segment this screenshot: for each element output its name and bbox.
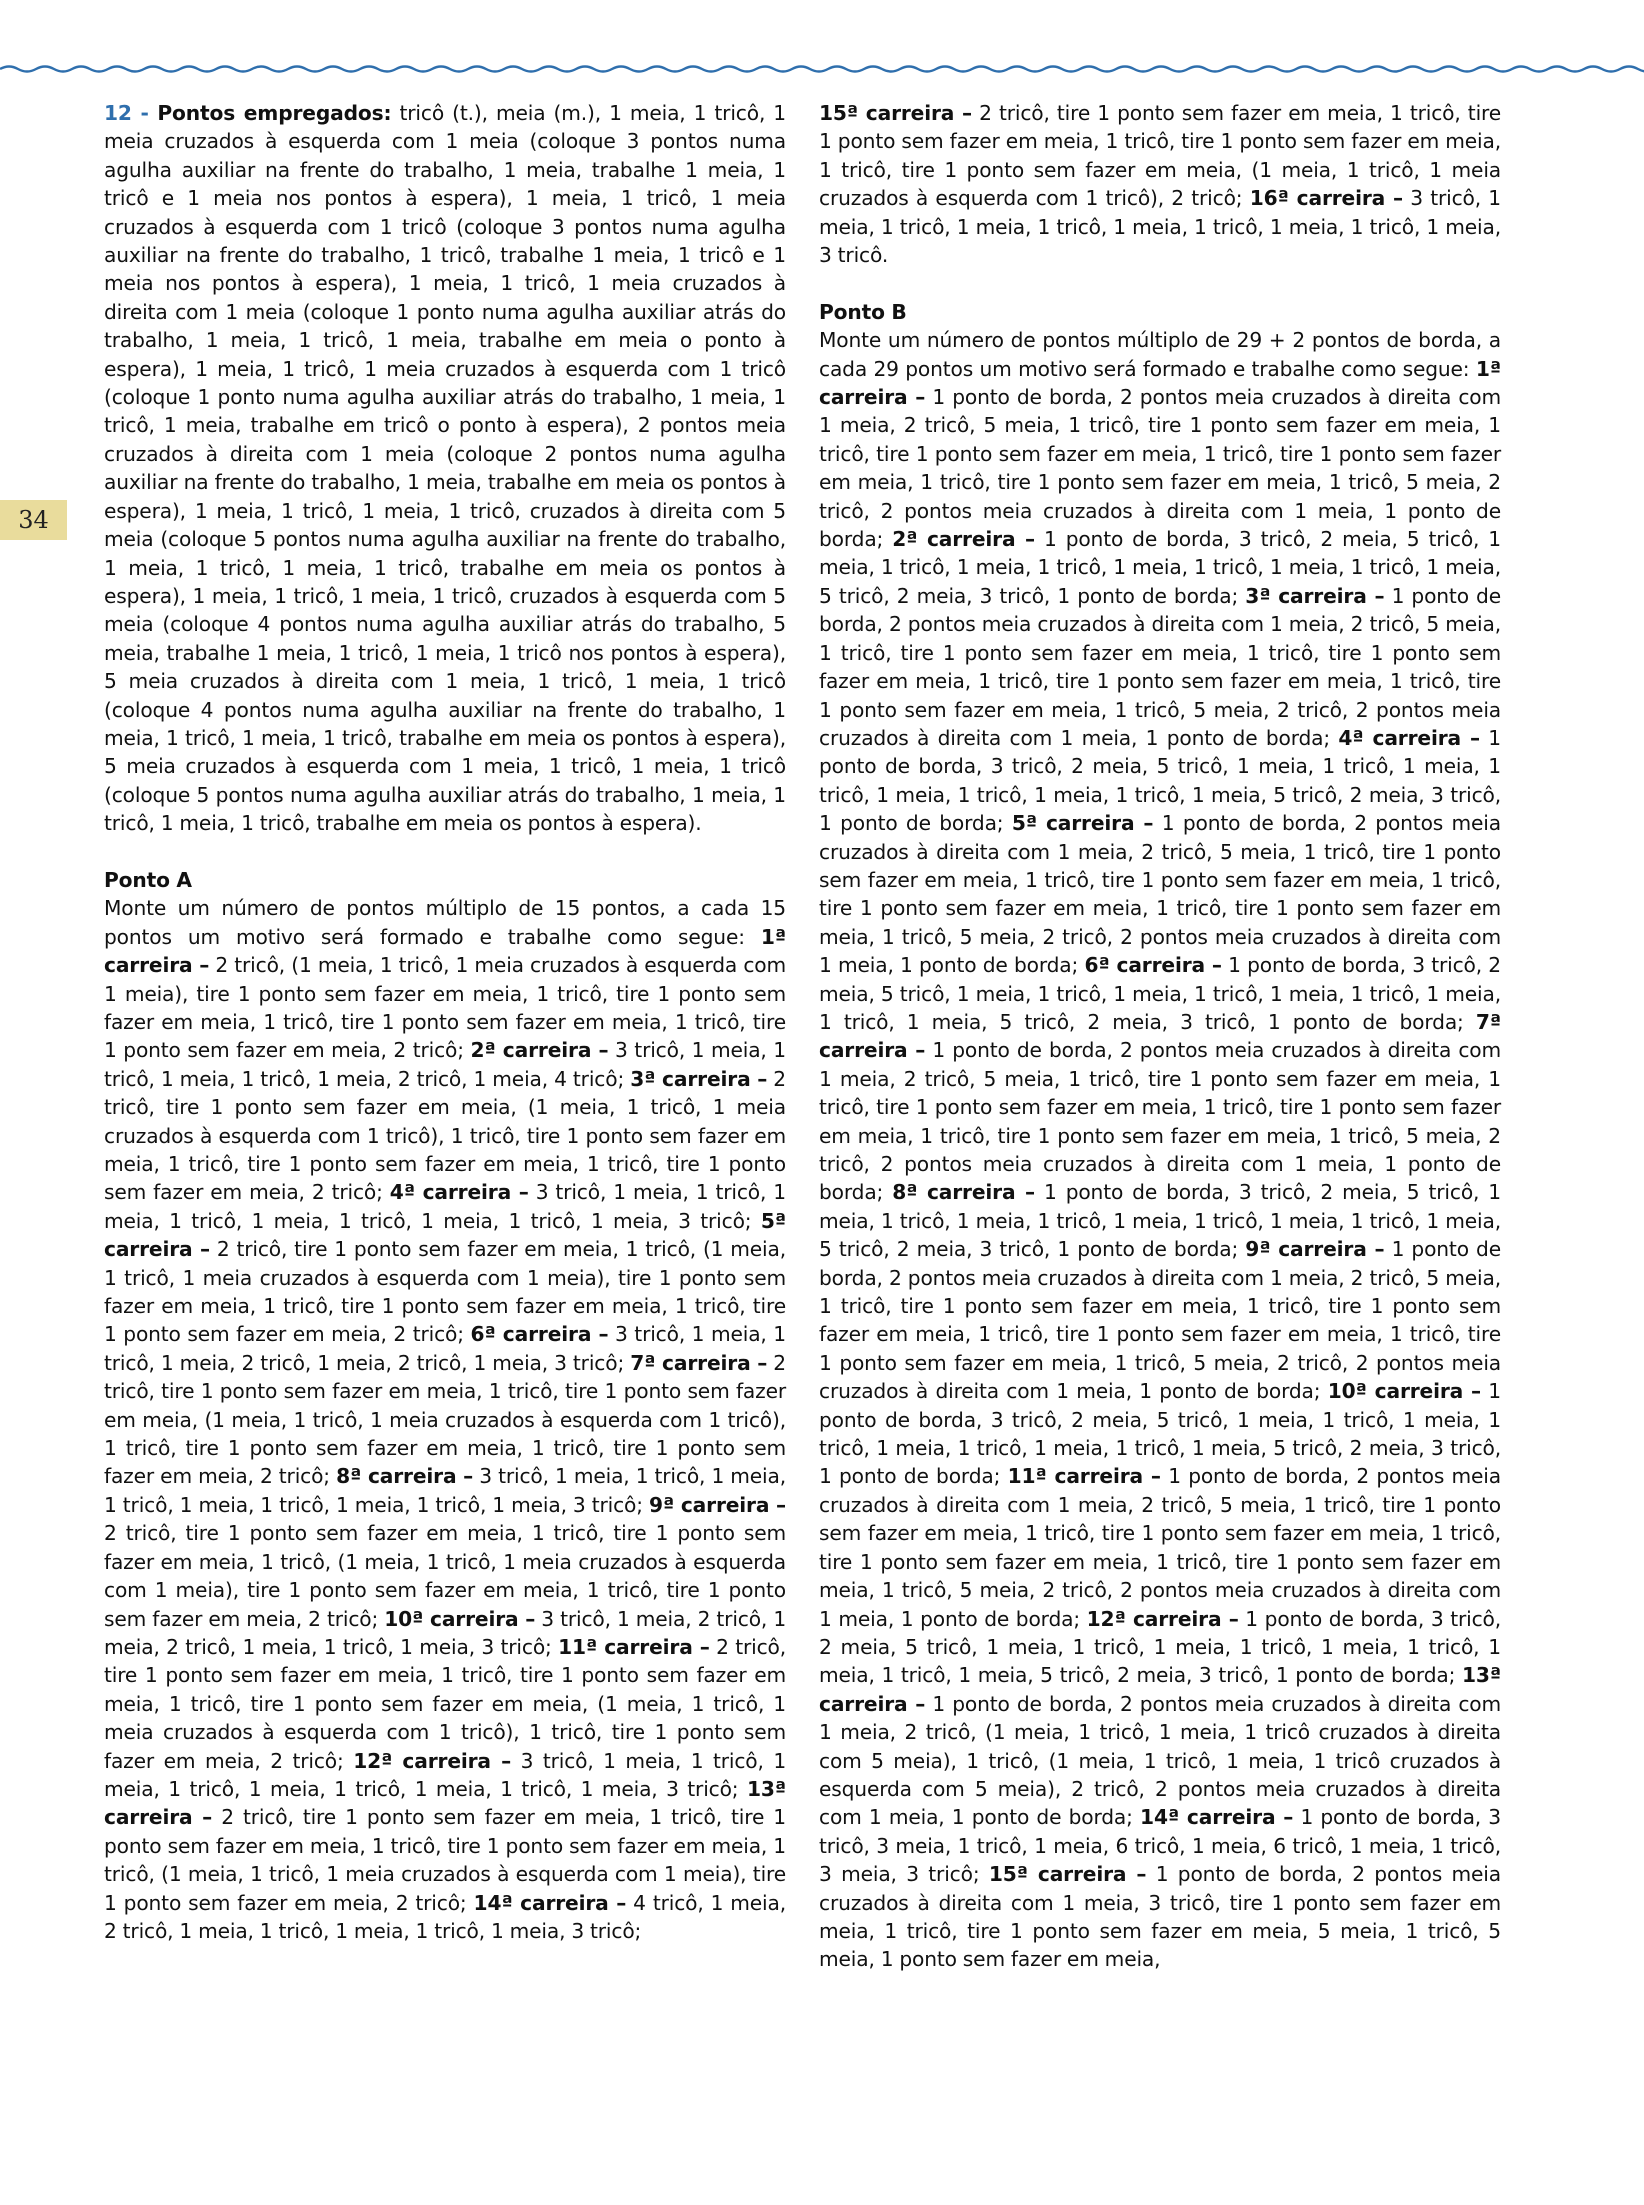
row-text: 1 ponto de borda, 3 tricô, 3 meia, 1 tricô, 1 meia, 6 tricô, 1 meia, 6 tricô, 1 meia, 1 tricô, 3 meia, 3 tricô; [819,1805,1501,1887]
row-label: 1ª carreira – [104,924,786,978]
row-label: 8ª carreira – [892,1180,1035,1205]
row-text: 2 tricô, tire 1 ponto sem fazer em meia, (1 meia, 1 tricô, 1 meia cruzados à esquerda com 1 tricô), 1 tricô, tire 1 ponto sem fazer em meia, 1 tricô, tire 1 ponto sem fazer em meia, 1 tricô, tire 1 ponto sem fazer em meia, 2 tricô; [104,1066,786,1205]
row-label: 13ª carreira – [104,1776,786,1830]
row-text: 1 ponto de borda, 3 tricô, 2 meia, 5 tricô, 1 meia, 1 tricô, 1 meia, 1 tricô, 1 meia, 1 tricô, 1 meia, 1 tricô, 1 meia, 5 tricô, 2 meia, 3 tricô, 1 ponto de borda; [819,1606,1501,1688]
row-label: 13ª carreira – [819,1663,1501,1716]
ponto-b-row-1 [819,357,1501,551]
row-label: 5ª carreira – [104,1208,786,1262]
row-label: 4ª carreira – [389,1180,529,1205]
row-text: 1 ponto de borda, 3 tricô, 2 meia, 5 tricô, 1 meia, 1 tricô, 1 meia, 1 tricô, 1 meia, 1 tricô, 1 meia, 1 tricô, 1 meia, 5 tricô, 2 meia, 3 tricô, 1 ponto de borda; [819,1180,1501,1262]
row-text: 3 tricô, 1 meia, 1 tricô, 1 meia, 1 tricô, 1 meia, 2 tricô, 1 meia, 4 tricô; [104,1038,786,1091]
row-text: 2 tricô, tire 1 ponto sem fazer em meia, 1 tricô, tire 1 ponto sem fazer em meia, 1 tricô, (1 meia, 1 tricô, 1 meia cruzados à esquerda com 1 meia), tire 1 ponto sem fazer em meia, 1 tricô, tire 1 ponto sem fazer em meia, 2 tricô; [104,1521,786,1631]
row-text: 1 ponto de borda, 2 pontos meia cruzados à direita com 1 meia, 2 tricô, (1 meia, 1 tricô, 1 meia, 1 tricô cruzados à direita com 5 meia), 1 tricô, (1 meia, 1 tricô, 1 meia, 1 tricô cruzados à esquerda com 5 meia), 2 tricô, 2 pontos meia cruzados à direita com 1 meia, 1 ponto de borda; [819,1691,1501,1830]
row-text: 3 tricô, 1 meia, 1 tricô, 1 meia, 2 tricô, 1 meia, 2 tricô, 1 meia, 3 tricô; [104,1322,786,1375]
wave-border [0,58,1644,80]
left-column [104,99,786,1974]
row-text: 1 ponto de borda, 2 pontos meia cruzados à direita com 1 meia, 2 tricô, 5 meia, 1 tricô, tire 1 ponto sem fazer em meia, 1 tricô, tire 1 ponto sem fazer em meia, 1 tricô, tire 1 ponto sem fazer em meia, 1 tricô, tire 1 ponto sem fazer em meia, 1 tricô, 5 meia, 2 tricô, 2 pontos meia cruzados à direita com 1 meia, 1 ponto de borda; [819,1237,1501,1404]
row-label: 9ª carreira – [1245,1237,1385,1262]
row-label: 4ª carreira – [1338,725,1480,750]
row-label: 6ª carreira – [470,1322,609,1347]
row-text: 1 ponto de borda, 2 pontos meia cruzados à direita com 1 meia, 2 tricô, 5 meia, 1 tricô, tire 1 ponto sem fazer em meia, 1 tricô, tire 1 ponto sem fazer em meia, 1 tricô, tire 1 ponto sem fazer em meia, 1 tricô, tire 1 ponto sem fazer em meia, 1 tricô, 5 meia, 2 tricô, 2 pontos meia cruzados à direita com 1 meia, 1 ponto de borda; [819,583,1501,750]
row-text: 3 tricô, 1 meia, 2 tricô, 1 meia, 2 tricô, 1 meia, 1 tricô, 1 meia, 3 tricô; [104,1606,787,1659]
row-label: 15ª carreira – [988,1862,1147,1887]
row-text: 1 ponto de borda, 2 pontos meia cruzados à direita com 1 meia, 3 tricô, tire 1 ponto sem fazer em meia, 1 tricô, tire 1 ponto sem fazer em meia, 5 meia, 1 tricô, 5 meia, 1 ponto sem fazer em meia, [819,1862,1501,1972]
page-number-tab [0,500,67,540]
ponto-b-rows [819,357,1501,1972]
row-label: 11ª carreira – [1007,1464,1161,1489]
ponto-a-continued-paragraph [819,99,1501,269]
row-text: 3 tricô, 1 meia, 1 tricô, 1 meia, 1 tricô, 1 meia, 1 tricô, 1 meia, 1 tricô, 1 meia, 3 tricô; [104,1180,786,1233]
ponto-b-row-7 [819,1010,1501,1204]
row-text: 2 tricô, tire 1 ponto sem fazer em meia, 1 tricô, tire 1 ponto sem fazer em meia, (1 meia, 1 tricô, 1 meia cruzados à esquerda com 1 tricô), 1 tricô, tire 1 ponto sem fazer em meia, 1 tricô, tire 1 ponto sem fazer em meia, 2 tricô; [104,1350,786,1489]
row-label: 5ª carreira – [1011,811,1154,836]
row-label: 12ª carreira – [353,1748,512,1773]
row-text: 2 tricô, tire 1 ponto sem fazer em meia, 1 tricô, tire 1 ponto sem fazer em meia, 1 tricô, tire 1 ponto sem fazer em meia, (1 meia, 1 tricô, 1 meia cruzados à esquerda com 1 tricô), 1 tricô, tire 1 ponto sem fazer em meia, 2 tricô; [104,1634,787,1773]
row-label: 7ª carreira – [819,1009,1501,1063]
row-label: 14ª carreira – [473,1890,627,1915]
ponto-b-intro: Monte um número de pontos múltiplo de 29 + 2 pontos de borda, a cada 29 pontos um motivo será formado e trabalhe como segue: [819,328,1501,381]
ponto-a-paragraph [104,894,786,1945]
row-label: 3ª carreira – [630,1066,768,1091]
ponto-b-paragraph [819,326,1501,1974]
row-label: 16ª carreira – [1249,186,1403,211]
row-label: 15ª carreira – [819,101,972,125]
row-text: 2 tricô, (1 meia, 1 tricô, 1 meia cruzados à esquerda com 1 meia), tire 1 ponto sem fazer em meia, 1 tricô, tire 1 ponto sem fazer em meia, 1 tricô, tire 1 ponto sem fazer em meia, 1 tricô, tire 1 ponto sem fazer em meia, 2 tricô; [104,953,786,1063]
row-label: 6ª carreira – [1084,953,1222,978]
row-text: 1 ponto de borda, 3 tricô, 2 meia, 5 tricô, 1 meia, 1 tricô, 1 meia, 1 tricô, 1 meia, 1 tricô, 1 meia, 1 tricô, 1 meia, 5 tricô, 2 meia, 3 tricô, 1 ponto de borda; [819,527,1501,608]
pontos-empregados-label: Pontos empregados: [157,101,392,125]
row-label: 2ª carreira – [892,527,1035,552]
row-text: 3 tricô, 1 meia, 1 tricô, 1 meia, 1 tricô, 1 meia, 1 tricô, 1 meia, 1 tricô, 1 meia, 3 tricô; [104,1464,786,1517]
ponto-a-intro: Monte um número de pontos múltiplo de 15 pontos, a cada 15 pontos um motivo será formado e trabalhe como segue: [104,896,786,949]
row-text: 1 ponto de borda, 2 pontos meia cruzados à direita com 1 meia, 2 tricô, 5 meia, 1 tricô, tire 1 ponto sem fazer em meia, 1 tricô, tire 1 ponto sem fazer em meia, 1 tricô, tire 1 ponto sem fazer em meia, 1 tricô, tire 1 ponto sem fazer em meia, 1 tricô, 5 meia, 2 tricô, 2 pontos meia cruzados à direita com 1 meia, 1 ponto de borda; [819,1464,1501,1631]
section-number: 12 - [104,101,158,125]
row-label: 9ª carreira – [649,1492,786,1517]
row-label: 2ª carreira – [470,1038,609,1063]
ponto-a-rows [104,925,786,1943]
row-text: 1 ponto de borda, 2 pontos meia cruzados à direita com 1 meia, 2 tricô, 5 meia, 1 tricô, tire 1 ponto sem fazer em meia, 1 tricô, tire 1 ponto sem fazer em meia, 1 tricô, tire 1 ponto sem fazer em meia, 1 tricô, tire 1 ponto sem fazer em meia, 1 tricô, 5 meia, 2 tricô, 2 pontos meia cruzados à direita com 1 meia, 1 ponto de borda; [819,1038,1501,1205]
row-text: 2 tricô, tire 1 ponto sem fazer em meia, 1 tricô, (1 meia, 1 tricô, 1 meia cruzados à esquerda com 1 meia), tire 1 ponto sem fazer em meia, 1 tricô, tire 1 ponto sem fazer em meia, 1 tricô, tire 1 ponto sem fazer em meia, 2 tricô; [104,1237,787,1347]
row-text: 1 ponto de borda, 2 pontos meia cruzados à direita com 1 meia, 2 tricô, 5 meia, 1 tricô, tire 1 ponto sem fazer em meia, 1 tricô, tire 1 ponto sem fazer em meia, 1 tricô, tire 1 ponto sem fazer em meia, 1 tricô, tire 1 ponto sem fazer em meia, 1 tricô, 5 meia, 2 tricô, 2 pontos meia cruzados à direita com 1 meia, 1 ponto de borda; [819,385,1501,552]
pontos-empregados-text: tricô (t.), meia (m.), 1 meia, 1 tricô, 1 meia cruzados à esquerda com 1 meia (coloque 3 pontos numa agulha auxiliar na frente do trabalho, 1 meia, trabalhe 1 meia, 1 tricô e 1 meia nos pontos à espera), 1 meia, 1 tricô, 1 meia cruzados à esquerda com 1 tricô (coloque 3 pontos numa agulha auxiliar na frente do trabalho, 1 tricô, trabalhe 1 meia, 1 tricô e 1 meia nos pontos à espera), 1 meia, 1 tricô, 1 meia cruzados à direita com 1 meia (coloque 1 ponto numa agulha auxiliar atrás do trabalho, 1 meia, 1 tricô, 1 meia, trabalhe em meia o ponto à espera), 1 meia, 1 tricô, 1 meia cruzados à esquerda com 1 tricô (coloque 1 ponto numa agulha auxiliar atrás do trabalho, 1 meia, 1 tricô, 1 meia, trabalhe em tricô o ponto à espera), 2 pontos meia cruzados à direita com 1 meia (coloque 2 pontos numa agulha auxiliar na frente do trabalho, 1 meia, trabalhe em meia os pontos à espera), 1 meia, 1 tricô, 1 meia, 1 tricô, cruzados à direita com 5 meia (coloque 5 pontos numa agulha auxiliar na frente do trabalho, 1 meia, 1 tricô, 1 meia, 1 tricô, trabalhe em meia os pontos à espera), 1 meia, 1 tricô, 1 meia, 1 tricô, cruzados à esquerda com 5 meia (coloque 4 pontos numa agulha auxiliar atrás do trabalho, 5 meia, trabalhe 1 meia, 1 tricô, 1 meia, 1 tricô nos pontos à espera), 5 meia cruzados à direita com 1 meia, 1 tricô, 1 meia, 1 tricô (coloque 4 pontos numa agulha auxiliar na frente do trabalho, 1 meia, 1 tricô, 1 meia, 1 tricô, trabalhe em meia os pontos à espera), 5 meia cruzados à esquerda com 1 meia, 1 tricô, 1 meia, 1 tricô (coloque 5 pontos numa agulha auxiliar atrás do trabalho, 1 meia, 1 tricô, 1 meia, 1 tricô, trabalhe em meia os pontos à espera). [104,101,786,836]
row-text: 1 ponto de borda, 3 tricô, 2 meia, 5 tricô, 1 meia, 1 tricô, 1 meia, 1 tricô, 1 meia, 1 tricô, 1 meia, 1 tricô, 1 meia, 5 tricô, 2 meia, 3 tricô, 1 ponto de borda; [819,725,1501,836]
ponto-a-heading: Ponto A [104,867,192,892]
row-label: 8ª carreira – [336,1464,474,1489]
row-label: 12ª carreira – [1086,1606,1239,1631]
row-text: 3 tricô, 1 meia, 1 tricô, 1 meia, 1 tricô, 1 meia, 1 tricô, 1 meia, 1 tricô, 1 meia, 3 tricô. [819,186,1501,268]
row-label: 11ª carreira – [558,1634,710,1659]
row-label: 14ª carreira – [1140,1805,1294,1830]
row-label: 7ª carreira – [630,1350,768,1375]
row-text: 2 tricô, tire 1 ponto sem fazer em meia, 1 tricô, tire 1 ponto sem fazer em meia, 1 tricô, tire 1 ponto sem fazer em meia, 1 tricô, (1 meia, 1 tricô, 1 meia cruzados à esquerda com 1 meia), tire 1 ponto sem fazer em meia, 2 tricô; [104,1805,786,1915]
pontos-empregados-paragraph [104,99,786,838]
page-number: 34 [18,506,49,534]
ponto-a-continued-rows [819,101,1501,267]
row-label: 10ª carreira – [384,1606,536,1631]
row-text: 2 tricô, tire 1 ponto sem fazer em meia, 1 tricô, tire 1 ponto sem fazer em meia, 1 tricô, tire 1 ponto sem fazer em meia, 1 tricô, tire 1 ponto sem fazer em meia, (1 meia, 1 tricô, 1 meia cruzados à esquerda com 1 tricô), 2 tricô; [819,101,1501,211]
row-label: 3ª carreira – [1245,583,1385,608]
row-label: 10ª carreira – [1327,1379,1481,1404]
row-text: 1 ponto de borda, 3 tricô, 2 meia, 5 tricô, 1 meia, 1 tricô, 1 meia, 1 tricô, 1 meia, 1 tricô, 1 meia, 1 tricô, 1 meia, 5 tricô, 2 meia, 3 tricô, 1 ponto de borda; [819,953,1501,1034]
right-column [819,99,1501,2002]
row-text: 3 tricô, 1 meia, 1 tricô, 1 meia, 1 tricô, 1 meia, 1 tricô, 1 meia, 1 tricô, 1 meia, 3 tricô; [104,1748,787,1801]
row-label: 1ª carreira – [819,356,1501,410]
ponto-b-heading: Ponto B [819,299,907,324]
row-text: 4 tricô, 1 meia, 2 tricô, 1 meia, 1 tricô, 1 meia, 1 tricô, 1 meia, 3 tricô; [104,1890,786,1943]
row-text: 1 ponto de borda, 2 pontos meia cruzados à direita com 1 meia, 2 tricô, 5 meia, 1 tricô, tire 1 ponto sem fazer em meia, 1 tricô, tire 1 ponto sem fazer em meia, 1 tricô, tire 1 ponto sem fazer em meia, 1 tricô, tire 1 ponto sem fazer em meia, 1 tricô, 5 meia, 2 tricô, 2 pontos meia cruzados à direita com 1 meia, 1 ponto de borda; [819,811,1501,978]
row-text: 1 ponto de borda, 3 tricô, 2 meia, 5 tricô, 1 meia, 1 tricô, 1 meia, 1 tricô, 1 meia, 1 tricô, 1 meia, 1 tricô, 1 meia, 5 tricô, 2 meia, 3 tricô, 1 ponto de borda; [819,1379,1501,1489]
